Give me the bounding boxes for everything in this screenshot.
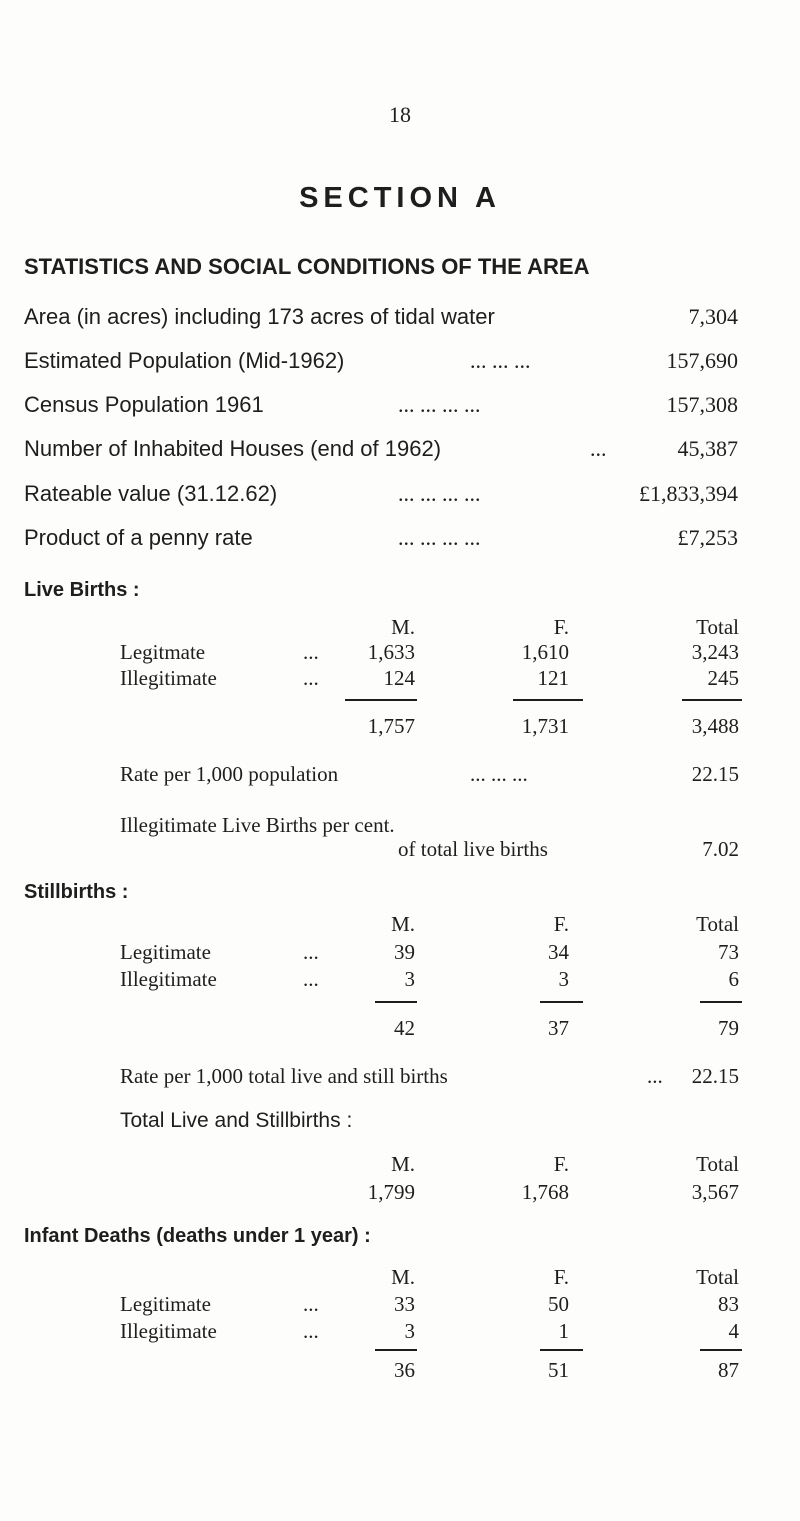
cell-m: 1,633 (367, 640, 415, 664)
page-number: 18 (389, 102, 411, 127)
summary-dots: ... ... ... ... (398, 392, 481, 417)
summary-dots: ... ... ... ... (398, 481, 481, 506)
illeg-label-line1: Illegitimate Live Births per cent. (120, 813, 395, 837)
col-header-m: M. (391, 1265, 415, 1289)
rate-dots: ... ... ... (470, 762, 528, 786)
main-heading: STATISTICS AND SOCIAL CONDITIONS OF THE AREA (24, 254, 590, 279)
row-dots: ... (303, 1292, 319, 1316)
summary-label-penny-rate: Product of a penny rate (24, 525, 253, 550)
summary-dots: ... (590, 436, 607, 461)
illeg-label-line2: of total live births (398, 837, 548, 861)
cell-total: 73 (718, 940, 739, 964)
cell-f: 34 (548, 940, 569, 964)
infant-deaths-title: Infant Deaths (deaths under 1 year) : (24, 1225, 371, 1247)
cell-m: 33 (394, 1292, 415, 1316)
stillbirths-title: Stillbirths : (24, 881, 129, 903)
col-header-f: F. (553, 1152, 569, 1176)
cell-m: 3 (404, 967, 415, 991)
cell-f: 1,610 (521, 640, 569, 664)
col-header-total: Total (696, 1265, 739, 1289)
summary-dots: ... ... ... (470, 348, 531, 373)
total-rule (345, 699, 417, 701)
row-label: Legitimate (120, 940, 211, 964)
summary-value-penny-rate: £7,253 (677, 525, 738, 550)
total-rule (700, 1001, 742, 1003)
col-header-total: Total (696, 912, 739, 936)
summary-label-est-population: Estimated Population (Mid-1962) (24, 348, 345, 373)
total-rule (375, 1001, 417, 1003)
total-total: 3,488 (691, 714, 739, 738)
total-live-still-title: Total Live and Stillbirths : (120, 1109, 353, 1132)
rate-dots: ... (647, 1064, 663, 1088)
summary-value-census: 157,308 (666, 392, 738, 417)
total-rule (700, 1349, 742, 1351)
summary-value-est-population: 157,690 (666, 348, 738, 373)
col-header-m: M. (391, 912, 415, 936)
total-f: 37 (548, 1016, 569, 1040)
cell-f: 121 (537, 666, 569, 690)
row-label: Legitmate (120, 640, 206, 664)
row-label: Illegitimate (120, 967, 217, 991)
row-dots: ... (303, 967, 319, 991)
summary-label-area: Area (in acres) including 173 acres of tidal water (24, 304, 495, 329)
summary-label-houses: Number of Inhabited Houses (end of 1962) (24, 436, 442, 461)
col-header-f: F. (553, 1265, 569, 1289)
cell-total: 3,567 (691, 1180, 739, 1204)
cell-total: 6 (728, 967, 739, 991)
cell-total: 83 (718, 1292, 739, 1316)
cell-m: 124 (383, 666, 415, 690)
cell-f: 1,768 (521, 1180, 569, 1204)
illeg-value: 7.02 (702, 837, 739, 861)
cell-f: 3 (558, 967, 569, 991)
total-f: 1,731 (521, 714, 569, 738)
col-header-f: F. (553, 912, 569, 936)
row-label: Illegitimate (120, 1319, 217, 1343)
total-rule (513, 699, 583, 701)
cell-m: 39 (394, 940, 415, 964)
cell-m: 3 (404, 1319, 415, 1343)
total-rule (540, 1001, 583, 1003)
total-m: 36 (394, 1358, 415, 1382)
rate-value: 22.15 (691, 762, 739, 786)
row-label: Illegitimate (120, 666, 217, 690)
summary-label-rateable: Rateable value (31.12.62) (24, 481, 278, 506)
summary-value-area: 7,304 (688, 304, 738, 329)
cell-total: 245 (707, 666, 739, 690)
rate-label: Rate per 1,000 population (120, 762, 339, 786)
live-births-title: Live Births : (24, 579, 140, 601)
row-dots: ... (303, 640, 319, 664)
row-dots: ... (303, 940, 319, 964)
summary-value-houses: 45,387 (677, 436, 738, 461)
col-header-total: Total (696, 1152, 739, 1176)
cell-total: 3,243 (691, 640, 739, 664)
total-m: 1,757 (367, 714, 415, 738)
row-dots: ... (303, 666, 319, 690)
total-total: 79 (718, 1016, 739, 1040)
rate-value: 22.15 (691, 1064, 739, 1088)
cell-f: 1 (558, 1319, 569, 1343)
summary-value-rateable: £1,833,394 (639, 481, 738, 506)
rate-label: Rate per 1,000 total live and still births (120, 1064, 448, 1088)
col-header-f: F. (553, 615, 569, 639)
total-m: 42 (394, 1016, 415, 1040)
col-header-m: M. (391, 1152, 415, 1176)
row-label: Legitimate (120, 1292, 211, 1316)
row-dots: ... (303, 1319, 319, 1343)
cell-f: 50 (548, 1292, 569, 1316)
total-rule (682, 699, 742, 701)
summary-label-census: Census Population 1961 (24, 392, 264, 417)
total-f: 51 (548, 1358, 569, 1382)
cell-total: 4 (728, 1319, 739, 1343)
summary-dots: ... ... ... ... (398, 525, 481, 550)
cell-m: 1,799 (367, 1180, 415, 1204)
total-total: 87 (718, 1358, 739, 1382)
col-header-m: M. (391, 615, 415, 639)
total-rule (375, 1349, 417, 1351)
section-title: SECTION A (299, 182, 501, 214)
col-header-total: Total (696, 615, 739, 639)
total-rule (540, 1349, 583, 1351)
